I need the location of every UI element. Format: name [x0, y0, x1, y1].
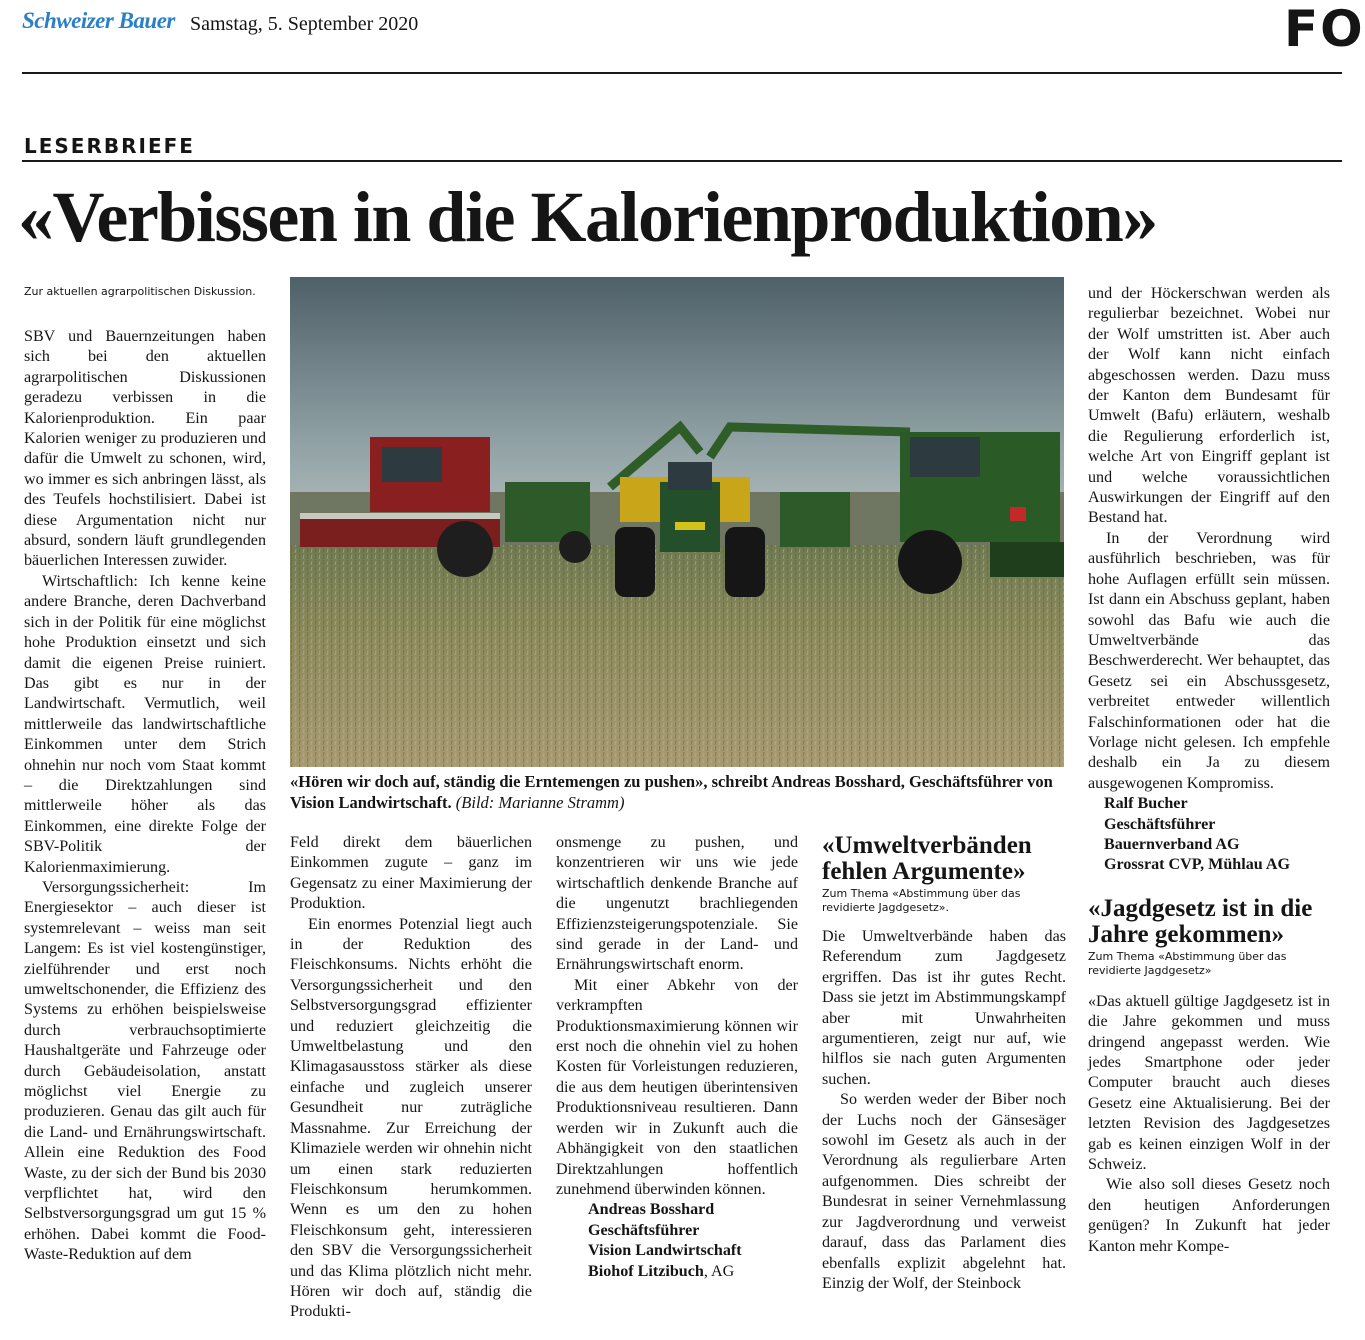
- section-title: LESERBRIEFE: [24, 134, 195, 158]
- harvest-photo: [290, 277, 1064, 767]
- photo-caption: [290, 772, 1070, 813]
- signature-place-canton: , AG: [703, 1262, 735, 1280]
- signature-role: Geschäftsführer: [588, 1221, 700, 1239]
- caption-text: «Hören wir doch auf, ständig die Erntemengen zu pushen», schreibt Andreas Bosshard, Geschäftsführer von Vision Landwirtschaft.: [290, 772, 1053, 812]
- signature-place-name: Biohof Litzibuch: [588, 1262, 704, 1280]
- paragraph: Wie also soll dieses Gesetz noch den heutigen Anforderungen genügen? In Zukunft hat jeder Kanton mehr Kompe-: [1088, 1176, 1330, 1255]
- letter3-title: «Jagdgesetz ist in die Jahre gekommen»: [1088, 894, 1313, 948]
- paragraph: So werden weder der Biber noch der Luchs noch der Gänsesäger sowohl im Gesetz als auch in der Verordnung als regulierbare Arten aufgenommen. Dies schreibt der Bundesrat in seiner Vernehmlassung zur Jagdverordnung und verweist darauf, dass das Parlament dies ebenfalls explizit abgelehnt hat. Einzig der Wolf, der Steinbock: [822, 1091, 1066, 1292]
- paragraph: Feld direkt dem bäuerlichen Einkommen zugute – ganz im Gegensatz zu einer Maximierung der Produktion.: [290, 834, 532, 913]
- right-column: [1088, 284, 1330, 1257]
- masthead-logo: Schweizer Bauer: [22, 8, 175, 33]
- letter1-intro: Zur aktuellen agrarpolitischen Diskussion.: [24, 285, 256, 298]
- paragraph: Mit einer Abkehr von der verkrampften Produktionsmaximierung können wir erst noch die ohnehin viel zu hohen Kosten für Vorleistungen reduzieren, die aus dem heutigen überintensiven Produktionsniveau resultieren. Dann werden wir in Zukunft auch die Abhängigkeit von den staatlichen Direktzahlungen hoffentlich zunehmend überwinden können.: [556, 976, 798, 1198]
- top-rule: [22, 72, 1342, 74]
- letter1-signature: [556, 1200, 798, 1282]
- section-code: FO: [1284, 0, 1365, 58]
- letter1-column-2: [290, 833, 532, 1323]
- letter2-title: «Umweltverbänden fehlen Argumente»: [822, 832, 1032, 885]
- paragraph: «Das aktuell gültige Jagdgesetz ist in die Jahre gekommen und muss dringend angepasst werden. Wie jedes Smartphone oder jeder Computer braucht auch dieses Gesetz eine Aktualisierung. Bei der letzten Revision des Jagdgesetzes gab es keinen einzigen Wolf in der Schweiz.: [1088, 992, 1330, 1174]
- letter3-topic: Zum Thema «Abstimmung über das revidierte Jagdgesetz»: [1088, 949, 1287, 977]
- letter2-topic: Zum Thema «Abstimmung über das revidierte Jagdgesetz».: [822, 887, 1021, 914]
- signature-name: Andreas Bosshard: [588, 1201, 715, 1219]
- signature-role: Geschäftsführer: [1104, 815, 1216, 833]
- paragraph: Ein enormes Potenzial liegt auch in der Reduktion des Fleischkonsums. Nichts erhöht die Versorgungssicherheit und den Selbstversorgungsgrad effizienter und reduziert gleichzeitig die Umweltbelastung und den Klimagasausstoss stärker als diese einfache und zugleich unserer Gesundheit nur zuträgliche Massnahme. Zur Erreichung der Klimaziele werden wir ohnehin nicht um einen stark reduzierten Fleischkonsum herumkommen. Wenn es um den zu hohen Fleischkonsum geht, interessieren den SBV die Versorgungssicherheit und das Klima plötzlich nicht mehr. Hören wir doch auf, ständig die Produkti-: [290, 915, 532, 1321]
- headline: «Verbissen in die Kalorienproduktion»: [18, 177, 1157, 257]
- section-rule: [22, 160, 1342, 162]
- paragraph: Wirtschaftlich: Ich kenne keine andere Branche, deren Dachverband sich in der Politik für eine möglichst hohe Produktion einsetzt und sich damit die eigenen Preise ruiniert. Das gibt es nur in der Landwirtschaft. Vermutlich, weil mittlerweile das landwirtschaftliche Einkommen unter dem Strich ohnehin nur noch vom Staat kommt – die Direktzahlungen sind mittlerweile höher als das Einkommen, eine direkte Folge der SBV-Politik der Kalorienmaximierung.: [24, 572, 266, 876]
- paragraph: SBV und Bauernzeitungen haben sich bei den aktuellen agrarpolitischen Diskussionen geradezu verbissen in die Kalorienproduktion. Ein paar Kalorien weniger zu produzieren und dafür die Umwelt zu schonen, wird, wo immer es sich anbringen lässt, als des Teufels hochstilisiert. Dabei ist diese Argumentation nicht nur absurd, sondern läuft grundlegenden bäuerlichen Interessen zuwider.: [24, 328, 266, 570]
- issue-date: Samstag, 5. September 2020: [190, 13, 419, 35]
- signature-name: Ralf Bucher: [1104, 795, 1188, 813]
- letter1-column-3: [556, 833, 798, 1282]
- signature-extra: Grossrat CVP, Mühlau AG: [1104, 856, 1290, 874]
- paragraph: und der Höckerschwan werden als regulierbar bezeichnet. Wobei nur der Wolf umstritten ist. Aber auch der Wolf kann nicht einfach abgeschossen werden. Dazu muss der Kanton dem Bundesamt für Umwelt (Bafu) erläutern, weshalb die Regulierung erforderlich ist, welche Art von Eingriff geplant ist und welche voraussichtlichen Auswirkungen der Eingriff auf den Bestand hat.: [1088, 285, 1330, 527]
- paragraph: Die Umweltverbände haben das Referendum zum Jagdgesetz ergriffen. Das ist ihr gutes Recht. Dass sie jetzt im Abstimmungskampf aber mit Unwahrheiten argumentieren, zeigt nur auf, wie hilflos sie nach guten Argumenten suchen.: [822, 928, 1066, 1088]
- letter2-column: [822, 833, 1066, 1294]
- signature-org: Vision Landwirtschaft: [588, 1242, 742, 1260]
- letter1-column-1: [24, 285, 266, 1266]
- letter2-signature: [1088, 794, 1330, 876]
- paragraph: Versorgungssicherheit: Im Energiesektor – auch dieser ist systemrelevant – weiss man seit Langem: Es ist viel kostengünstiger, zielführender und erst noch umweltschonender, die Effizienz des Systems zu erhöhen beispielsweise durch verbrauchsoptimierte Haushaltgeräte und Fahrzeuge oder durch Gebäudeisolation, anstatt möglichst viel Energie zu produzieren. Genau das gilt auch für die Land- und Ernährungswirtschaft. Allein eine Reduktion des Food Waste, zu der sich der Bund bis 2030 verpflichtet hat, wird den Selbstversorgungsgrad um gut 15 % erhöhen. Dabei kommt die Food-Waste-Reduktion auf dem: [24, 878, 266, 1264]
- caption-credit: (Bild: Marianne Stramm): [455, 792, 625, 812]
- paragraph: onsmenge zu pushen, und konzentrieren wir uns wie jede wirtschaftlich denkende Branche auf die ungenutzt brachliegenden Effizienzsteigerungspotenziale. Sie sind gerade in der Land- und Ernährungswirtschaft enorm.: [556, 834, 798, 974]
- signature-place: [588, 1262, 798, 1282]
- paragraph: In der Verordnung wird ausführlich beschrieben, was für hohe Auflagen erfüllt sein müssen. Ist dann ein Abschuss geplant, haben sowohl das Bafu wie auch die Umweltverbände das Beschwerderecht. Wer behauptet, das Gesetz sei ein Abschussgesetz, verbreitet entweder willentlich Falschinformationen oder hat die Vorlage nicht gelesen. Ich empfehle deshalb ein Ja zu diesem ausgewogenen Kompromiss.: [1088, 529, 1330, 792]
- signature-org: Bauernverband AG: [1104, 835, 1240, 853]
